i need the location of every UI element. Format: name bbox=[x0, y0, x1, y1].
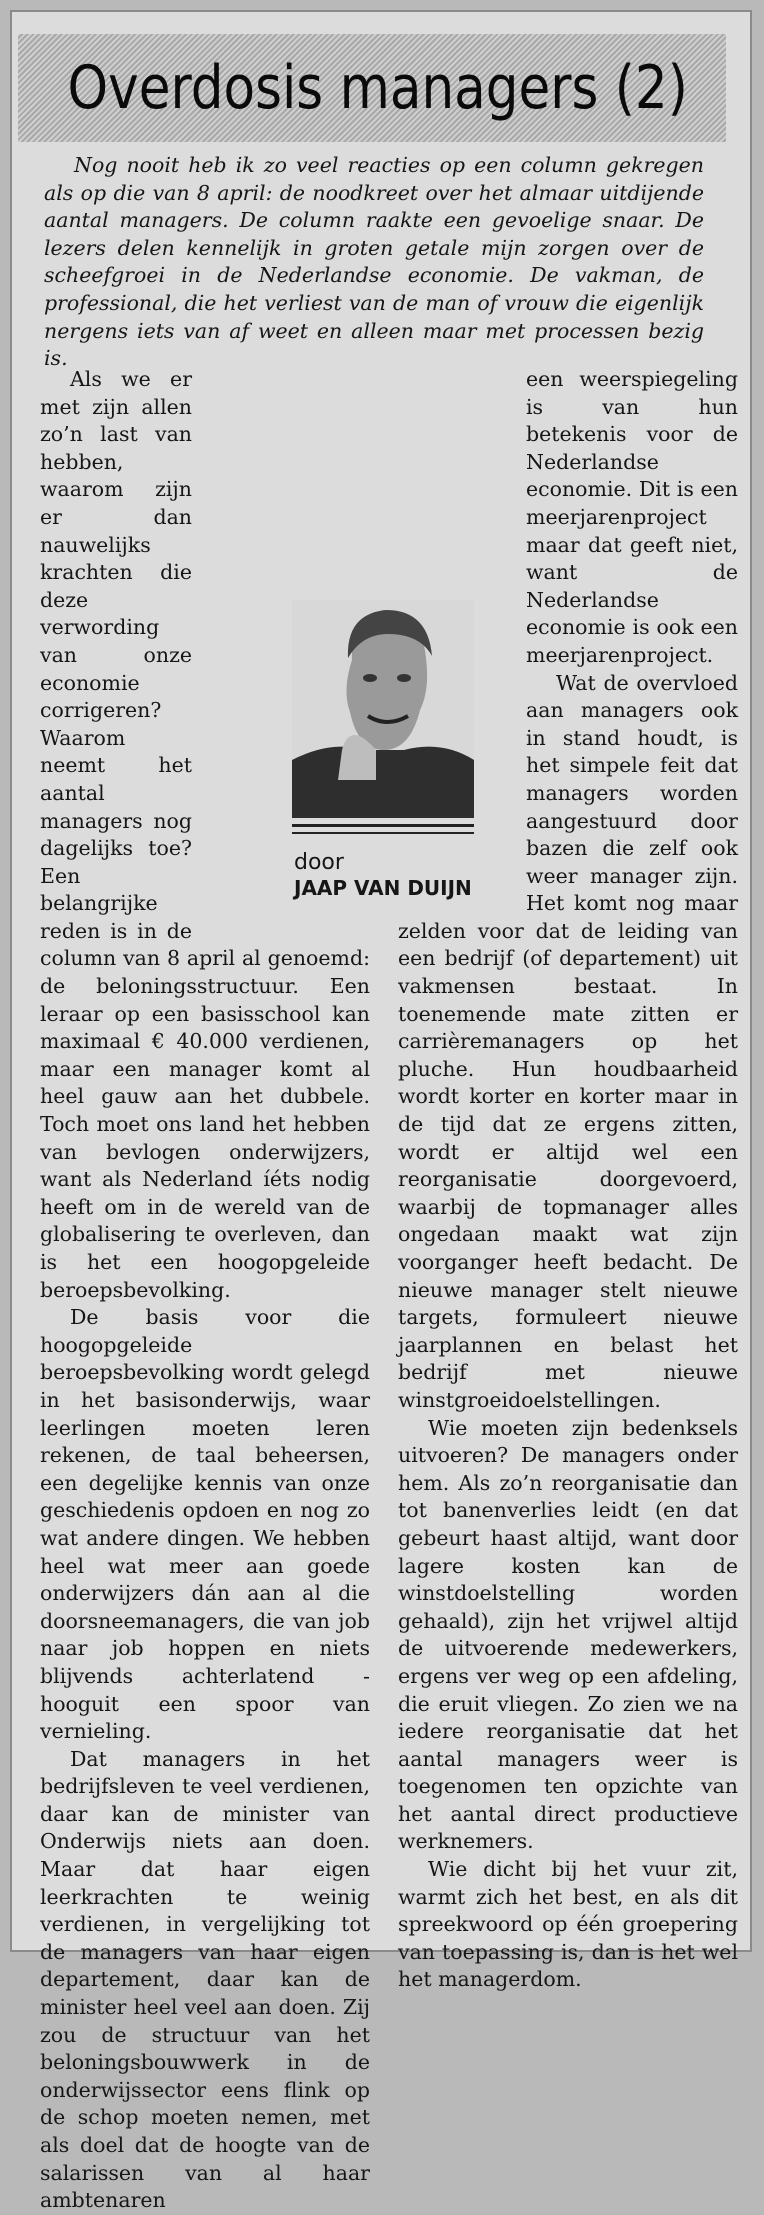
photo-rule-bottom bbox=[292, 832, 474, 834]
right-paragraph-1: Wat de overvloed aan managers ook in stand houdt, is het simpele feit dat managers worden aangestuurd door bazen die zelf ook weer manager zijn. Het komt nog maar zelden voor dat de leiding van een bedrijf (of departement) uit vakmensen bestaat. In toenemende mate zitten er carrièremanagers op het pluche. Hun houdbaarheid wordt korter en korter maar in de tijd dat ze ergens zitten, wordt er altijd wel een reorganisatie doorgevoerd, waarbij de topmanager alles ongedaan maakt wat zijn voorganger heeft bedacht. De nieuwe manager stelt nieuwe targets, formuleert nieuwe jaarplannen en belast het bedrijf met nieuwe winstgroeidoelstellingen. bbox=[398, 670, 738, 1412]
left-paragraph-2: De basis voor die hoogopgeleide beroepsbevolking wordt gelegd in het basisonderwijs, waar leerlingen moeten leren rekenen, de taal beheersen, een degelijke kennis van onze geschiedenis opdoen en nog zo wat andere dingen. We hebben heel wat meer aan goede onderwijzers dán aan al die doorsneemanagers, die van job naar job hoppen en niets blijvends achterlatend - hooguit een spoor van vernieling. bbox=[40, 1305, 370, 1744]
right-paragraph-2: Wie moeten zijn bedenksels uitvoeren? De managers onder hem. Als zo’n reorganisatie dan tot banenverlies leidt (en dat gebeurt haast altijd, want door lagere kosten kan de winstdoelstelling worden gehaald), zijn het vrijwel altijd de uitvoerende medewerkers, ergens ver weg op een afdeling, die eruit vliegen. Zo zien we na iedere reorganisatie dat het aantal managers weer is toegenomen ten opzichte van het aantal direct productieve werknemers. bbox=[398, 1415, 738, 1854]
byline-prefix: door bbox=[294, 850, 344, 875]
left-paragraph-1: Als we er met zijn allen zo’n last van hebben, waarom zijn er dan nauwelijks krachten die deze verwording van onze economie corrigeren? Waarom neemt het aantal managers nog dagelijks toe? Een belangrijke reden is in de column van 8 april al genoemd: de beloningsstructuur. Een leraar op een basisschool kan maximaal € 40.000 verdienen, maar een manager komt al heel gauw aan het dubbele. Toch moet ons land het hebben van bevlogen onderwijzers, want als Nederland íéts nodig heeft om in de wereld van de globalisering te overleven, dan is het een hoogopgeleide beroepsbevolking. bbox=[40, 367, 370, 1302]
right-paragraph-3: Wie dicht bij het vuur zit, warmt zich het best, en als dit spreekwoord op één groepering van toepassing is, dan is het wel het managerdom. bbox=[398, 1857, 738, 1992]
headline: Overdosis managers (2) bbox=[67, 53, 688, 123]
photo-rule-top bbox=[292, 824, 474, 827]
author-photo bbox=[292, 600, 474, 818]
right-continuation: een weerspiegeling is van hun betekenis voor de Nederlandse economie. Dit is een meerjarenproject maar dat geeft niet, want de Nederlandse economie is ook een meerjarenproject. bbox=[526, 367, 738, 667]
left-paragraph-3: Dat managers in het bedrijfsleven te veel verdienen, daar kan de minister van Onderwijs niets aan doen. Maar dat haar eigen leerkrachten te weinig verdienen, in vergelijking tot de managers van haar eigen departement, daar kan de minister heel veel aan doen. Zij zou de structuur van het beloningsbouwwerk in de onderwijssector eens flink op de schop moeten nemen, met als doel dat de hoogte van de salarissen van al haar ambtenaren bbox=[40, 1746, 370, 2213]
intro-paragraph: Nog nooit heb ik zo veel reacties op een column gekregen als op die van 8 april: de noodkreet over het almaar uitdijende aantal managers. De column raakte een gevoelige snaar. De lezers delen kennelijk in groten getale mijn zorgen over de scheefgroei in de Nederlandse economie. De vakman, de professional, die het verliest van de man of vrouw die eigenlijk nergens iets van af weet en alleen maar met processen bezig is. bbox=[44, 153, 704, 371]
byline-author: JAAP VAN DUIJN bbox=[294, 876, 472, 900]
author-photo-box bbox=[292, 600, 474, 900]
author-portrait-illustration bbox=[292, 600, 474, 818]
